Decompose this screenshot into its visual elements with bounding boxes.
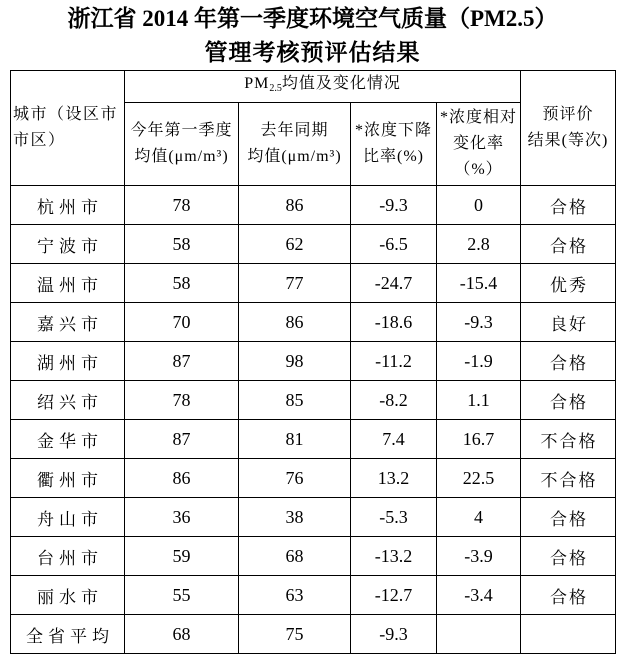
city-cell: 杭州市 [11,186,125,225]
city-cell: 湖州市 [11,342,125,381]
city-cell: 温州市 [11,264,125,303]
result-cell: 不合格 [521,459,616,498]
current-avg-cell: 68 [125,615,239,654]
city-cell: 台州市 [11,537,125,576]
table-row [11,342,616,381]
document-title-line1: 浙江省 2014 年第一季度环境空气质量（PM2.5） [67,6,558,31]
relative-change-cell: 16.7 [437,420,521,459]
decline-ratio-cell: -9.3 [351,186,437,225]
decline-ratio-cell: -18.6 [351,303,437,342]
last-year-avg-cell: 62 [239,225,351,264]
city-cell: 丽水市 [11,576,125,615]
current-avg-header-line: 均值(μm/m³) [134,148,229,165]
document-title-line2: 管理考核预评估结果 [204,40,421,65]
decline-ratio-cell: -9.3 [351,615,437,654]
result-cell [521,615,616,654]
relative-change-cell: -3.4 [437,576,521,615]
last-year-avg-cell: 68 [239,537,351,576]
decline-ratio-cell: -11.2 [351,342,437,381]
decline-ratio-header-line: 比率(%) [363,148,424,165]
table-row [11,303,616,342]
current-avg-header-line: 今年第一季度 [130,122,233,139]
decline-ratio-cell: -24.7 [351,264,437,303]
decline-ratio-header [351,103,437,186]
relative-change-cell: 1.1 [437,381,521,420]
city-cell: 嘉兴市 [11,303,125,342]
last-year-avg-cell: 85 [239,381,351,420]
table-row [11,576,616,615]
last-year-avg-cell: 75 [239,615,351,654]
last-year-avg-cell: 77 [239,264,351,303]
current-avg-cell: 59 [125,537,239,576]
city-header [11,71,125,186]
current-avg-cell: 87 [125,342,239,381]
city-cell: 衢州市 [11,459,125,498]
current-avg-cell: 58 [125,264,239,303]
current-avg-cell: 87 [125,420,239,459]
table-row [11,615,616,654]
result-cell: 合格 [521,342,616,381]
table-row [11,459,616,498]
decline-ratio-cell: -6.5 [351,225,437,264]
pm25-group-header [125,71,521,103]
last-year-avg-header-line: 均值(μm/m³) [247,148,342,165]
table-row [11,186,616,225]
result-cell: 合格 [521,186,616,225]
result-header [521,71,616,186]
relative-change-header-line: （%） [454,161,503,178]
table-row [11,381,616,420]
relative-change-header-line: *浓度相对 [440,109,518,126]
table-body [11,186,616,654]
result-header-line: 预评价 [542,106,594,123]
table-row [11,420,616,459]
city-cell: 金华市 [11,420,125,459]
city-header-line: 城市（设区市 [13,106,119,123]
current-avg-cell: 70 [125,303,239,342]
result-cell: 合格 [521,576,616,615]
current-avg-cell: 58 [125,225,239,264]
city-cell: 舟山市 [11,498,125,537]
relative-change-cell: 4 [437,498,521,537]
pm25-group-prefix: PM [244,75,270,92]
result-cell: 合格 [521,537,616,576]
relative-change-cell: 22.5 [437,459,521,498]
header-row-1 [11,71,616,103]
relative-change-cell: -9.3 [437,303,521,342]
table-row [11,498,616,537]
last-year-avg-header-line: 去年同期 [260,122,329,139]
relative-change-cell [437,615,521,654]
decline-ratio-cell: -12.7 [351,576,437,615]
last-year-avg-cell: 86 [239,303,351,342]
result-cell: 合格 [521,498,616,537]
current-avg-cell: 78 [125,381,239,420]
current-avg-cell: 86 [125,459,239,498]
pm25-assessment-table [10,70,616,654]
last-year-avg-cell: 38 [239,498,351,537]
current-avg-cell: 36 [125,498,239,537]
result-cell: 不合格 [521,420,616,459]
city-cell: 全省平均 [11,615,125,654]
result-cell: 优秀 [521,264,616,303]
result-cell: 合格 [521,381,616,420]
last-year-avg-cell: 86 [239,186,351,225]
decline-ratio-cell: 13.2 [351,459,437,498]
relative-change-cell: 2.8 [437,225,521,264]
result-cell: 良好 [521,303,616,342]
table-row [11,264,616,303]
last-year-avg-cell: 63 [239,576,351,615]
current-avg-cell: 78 [125,186,239,225]
result-cell: 合格 [521,225,616,264]
relative-change-cell: 0 [437,186,521,225]
current-avg-cell: 55 [125,576,239,615]
decline-ratio-header-line: *浓度下降 [354,122,432,139]
last-year-avg-cell: 76 [239,459,351,498]
last-year-avg-cell: 98 [239,342,351,381]
table-row [11,225,616,264]
city-header-line: 市区） [13,132,66,149]
relative-change-cell: -3.9 [437,537,521,576]
city-cell: 绍兴市 [11,381,125,420]
last-year-avg-cell: 81 [239,420,351,459]
result-header-line: 结果(等次) [527,132,609,149]
decline-ratio-cell: -5.3 [351,498,437,537]
relative-change-header-line: 变化率 [453,135,505,152]
decline-ratio-cell: 7.4 [351,420,437,459]
pm25-group-subscript: 2.5 [269,83,282,94]
current-avg-header [125,103,239,186]
relative-change-header [437,103,521,186]
decline-ratio-cell: -13.2 [351,537,437,576]
city-cell: 宁波市 [11,225,125,264]
relative-change-cell: -1.9 [437,342,521,381]
pm25-group-suffix: 均值及变化情况 [281,75,401,92]
last-year-avg-header [239,103,351,186]
decline-ratio-cell: -8.2 [351,381,437,420]
table-row [11,537,616,576]
relative-change-cell: -15.4 [437,264,521,303]
